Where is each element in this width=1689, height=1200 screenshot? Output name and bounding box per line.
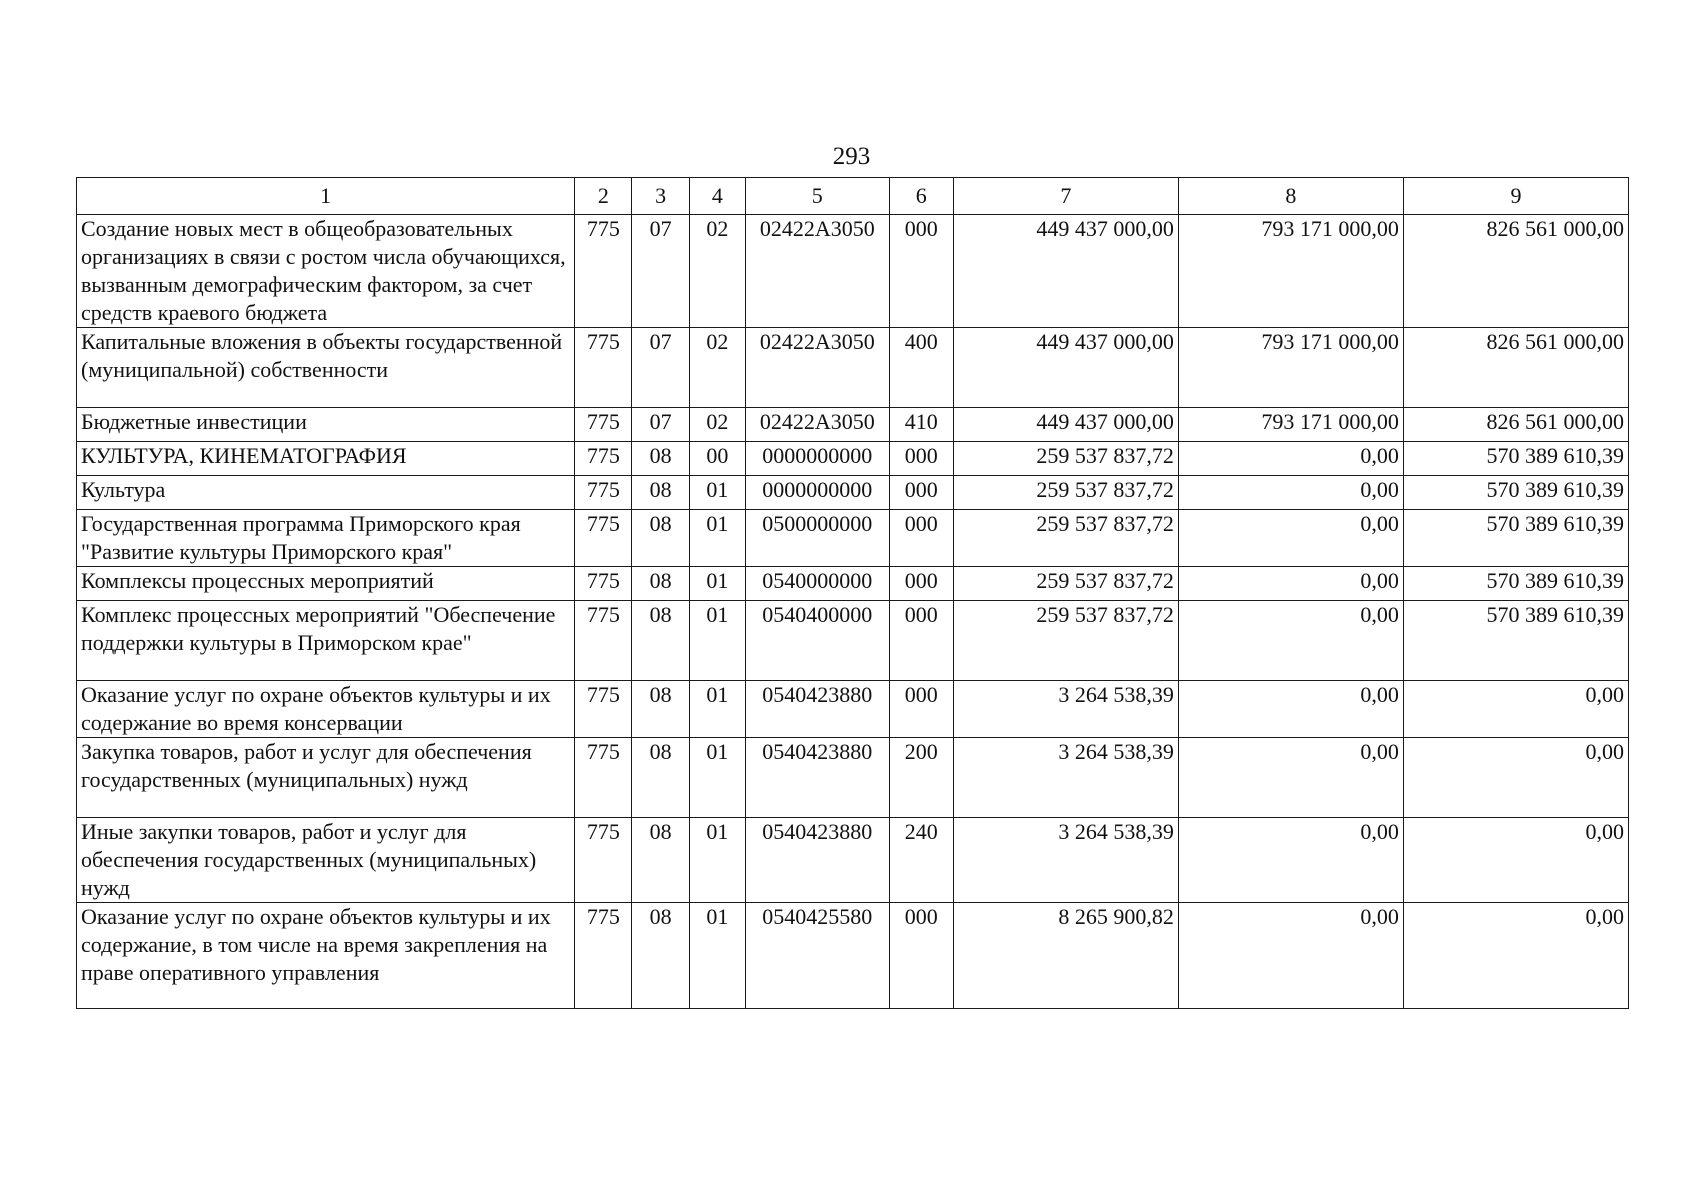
amount-year-2-cell: 0,00: [1178, 818, 1403, 903]
amount-year-1-cell: 3 264 538,39: [953, 681, 1178, 738]
amount-year-3-cell: 826 561 000,00: [1403, 408, 1628, 442]
amount-year-1-cell: 449 437 000,00: [953, 408, 1178, 442]
target-article-cell: 02422A3050: [745, 215, 889, 328]
target-article-cell: 0540425580: [745, 903, 889, 1009]
section-code-cell: 08: [632, 681, 689, 738]
ministry-code-cell: 775: [575, 510, 632, 567]
expense-type-cell: 000: [889, 215, 953, 328]
amount-year-2-cell: 0,00: [1178, 601, 1403, 681]
subsection-code-cell: 01: [689, 818, 745, 903]
row-name-cell: КУЛЬТУРА, КИНЕМАТОГРАФИЯ: [77, 442, 575, 476]
column-header: 1: [77, 178, 575, 215]
amount-year-1-cell: 3 264 538,39: [953, 738, 1178, 818]
amount-year-2-cell: 0,00: [1178, 510, 1403, 567]
expense-type-cell: 400: [889, 328, 953, 408]
row-name-cell: Государственная программа Приморского края "Развитие культуры Приморского края": [77, 510, 575, 567]
section-code-cell: 08: [632, 567, 689, 601]
amount-year-3-cell: 0,00: [1403, 681, 1628, 738]
row-name-cell: Капитальные вложения в объекты государственной (муниципальной) собственности: [77, 328, 575, 408]
expense-type-cell: 200: [889, 738, 953, 818]
amount-year-1-cell: 259 537 837,72: [953, 510, 1178, 567]
expense-type-cell: 000: [889, 567, 953, 601]
amount-year-1-cell: 3 264 538,39: [953, 818, 1178, 903]
expense-type-cell: 000: [889, 476, 953, 510]
section-code-cell: 08: [632, 601, 689, 681]
column-header: 9: [1403, 178, 1628, 215]
amount-year-3-cell: 0,00: [1403, 903, 1628, 1009]
expense-type-cell: 000: [889, 601, 953, 681]
section-code-cell: 08: [632, 818, 689, 903]
target-article-cell: 0000000000: [745, 476, 889, 510]
target-article-cell: 02422A3050: [745, 328, 889, 408]
row-name-cell: Оказание услуг по охране объектов культуры и их содержание, в том числе на время закрепления на праве оперативного управления: [77, 903, 575, 1009]
ministry-code-cell: 775: [575, 328, 632, 408]
row-name-cell: Закупка товаров, работ и услуг для обеспечения государственных (муниципальных) нужд: [77, 738, 575, 818]
amount-year-2-cell: 793 171 000,00: [1178, 215, 1403, 328]
amount-year-3-cell: 570 389 610,39: [1403, 567, 1628, 601]
row-name-cell: Комплексы процессных мероприятий: [77, 567, 575, 601]
table-row: [77, 601, 1629, 681]
amount-year-2-cell: 0,00: [1178, 738, 1403, 818]
section-code-cell: 08: [632, 738, 689, 818]
subsection-code-cell: 02: [689, 215, 745, 328]
amount-year-2-cell: 0,00: [1178, 442, 1403, 476]
amount-year-2-cell: 0,00: [1178, 476, 1403, 510]
amount-year-2-cell: 0,00: [1178, 567, 1403, 601]
amount-year-1-cell: 259 537 837,72: [953, 476, 1178, 510]
page-number: 293: [832, 143, 871, 170]
target-article-cell: 0540000000: [745, 567, 889, 601]
table-row: [77, 818, 1629, 903]
row-name-cell: Создание новых мест в общеобразовательных организациях в связи с ростом числа обучающихся, вызванным демографическим фактором, за счет средств краевого бюджета: [77, 215, 575, 328]
amount-year-1-cell: 8 265 900,82: [953, 903, 1178, 1009]
section-code-cell: 08: [632, 510, 689, 567]
subsection-code-cell: 02: [689, 328, 745, 408]
column-header: 2: [575, 178, 632, 215]
amount-year-1-cell: 259 537 837,72: [953, 601, 1178, 681]
target-article-cell: 02422A3050: [745, 408, 889, 442]
subsection-code-cell: 01: [689, 567, 745, 601]
table-row: [77, 903, 1629, 1009]
amount-year-1-cell: 259 537 837,72: [953, 567, 1178, 601]
ministry-code-cell: 775: [575, 903, 632, 1009]
amount-year-2-cell: 0,00: [1178, 903, 1403, 1009]
subsection-code-cell: 01: [689, 601, 745, 681]
table-row: [77, 738, 1629, 818]
column-header: 3: [632, 178, 689, 215]
row-name-cell: Оказание услуг по охране объектов культуры и их содержание во время консервации: [77, 681, 575, 738]
column-header: 8: [1178, 178, 1403, 215]
row-name-cell: Комплекс процессных мероприятий "Обеспечение поддержки культуры в Приморском крае": [77, 601, 575, 681]
amount-year-3-cell: 570 389 610,39: [1403, 601, 1628, 681]
target-article-cell: 0540423880: [745, 818, 889, 903]
amount-year-3-cell: 0,00: [1403, 818, 1628, 903]
subsection-code-cell: 01: [689, 903, 745, 1009]
table-row: [77, 215, 1629, 328]
subsection-code-cell: 01: [689, 510, 745, 567]
ministry-code-cell: 775: [575, 215, 632, 328]
row-name-cell: Иные закупки товаров, работ и услуг для обеспечения государственных (муниципальных) нужд: [77, 818, 575, 903]
amount-year-2-cell: 793 171 000,00: [1178, 408, 1403, 442]
header-row: [77, 178, 1629, 215]
table-row: [77, 681, 1629, 738]
ministry-code-cell: 775: [575, 818, 632, 903]
section-code-cell: 07: [632, 408, 689, 442]
target-article-cell: 0540423880: [745, 738, 889, 818]
expense-type-cell: 000: [889, 510, 953, 567]
section-code-cell: 08: [632, 903, 689, 1009]
amount-year-3-cell: 826 561 000,00: [1403, 215, 1628, 328]
amount-year-3-cell: 570 389 610,39: [1403, 476, 1628, 510]
amount-year-1-cell: 449 437 000,00: [953, 215, 1178, 328]
table-row: [77, 510, 1629, 567]
table-row: [77, 408, 1629, 442]
section-code-cell: 07: [632, 215, 689, 328]
expense-type-cell: 000: [889, 903, 953, 1009]
amount-year-2-cell: 0,00: [1178, 681, 1403, 738]
amount-year-1-cell: 449 437 000,00: [953, 328, 1178, 408]
amount-year-2-cell: 793 171 000,00: [1178, 328, 1403, 408]
subsection-code-cell: 01: [689, 681, 745, 738]
target-article-cell: 0540400000: [745, 601, 889, 681]
row-name-cell: Бюджетные инвестиции: [77, 408, 575, 442]
table-row: [77, 567, 1629, 601]
table-body: [77, 215, 1629, 1009]
target-article-cell: 0500000000: [745, 510, 889, 567]
table-row: [77, 442, 1629, 476]
ministry-code-cell: 775: [575, 408, 632, 442]
amount-year-3-cell: 0,00: [1403, 738, 1628, 818]
expense-type-cell: 000: [889, 681, 953, 738]
ministry-code-cell: 775: [575, 681, 632, 738]
table-row: [77, 328, 1629, 408]
ministry-code-cell: 775: [575, 567, 632, 601]
amount-year-3-cell: 570 389 610,39: [1403, 510, 1628, 567]
section-code-cell: 07: [632, 328, 689, 408]
subsection-code-cell: 02: [689, 408, 745, 442]
amount-year-1-cell: 259 537 837,72: [953, 442, 1178, 476]
amount-year-3-cell: 826 561 000,00: [1403, 328, 1628, 408]
ministry-code-cell: 775: [575, 601, 632, 681]
target-article-cell: 0000000000: [745, 442, 889, 476]
column-header: 6: [889, 178, 953, 215]
section-code-cell: 08: [632, 442, 689, 476]
table-row: [77, 476, 1629, 510]
subsection-code-cell: 01: [689, 476, 745, 510]
expense-type-cell: 000: [889, 442, 953, 476]
expense-type-cell: 240: [889, 818, 953, 903]
column-header: 7: [953, 178, 1178, 215]
row-name-cell: Культура: [77, 476, 575, 510]
ministry-code-cell: 775: [575, 442, 632, 476]
subsection-code-cell: 00: [689, 442, 745, 476]
target-article-cell: 0540423880: [745, 681, 889, 738]
ministry-code-cell: 775: [575, 476, 632, 510]
expense-type-cell: 410: [889, 408, 953, 442]
subsection-code-cell: 01: [689, 738, 745, 818]
column-header: 5: [745, 178, 889, 215]
budget-table: [76, 177, 1629, 1009]
section-code-cell: 08: [632, 476, 689, 510]
amount-year-3-cell: 570 389 610,39: [1403, 442, 1628, 476]
ministry-code-cell: 775: [575, 738, 632, 818]
column-header: 4: [689, 178, 745, 215]
